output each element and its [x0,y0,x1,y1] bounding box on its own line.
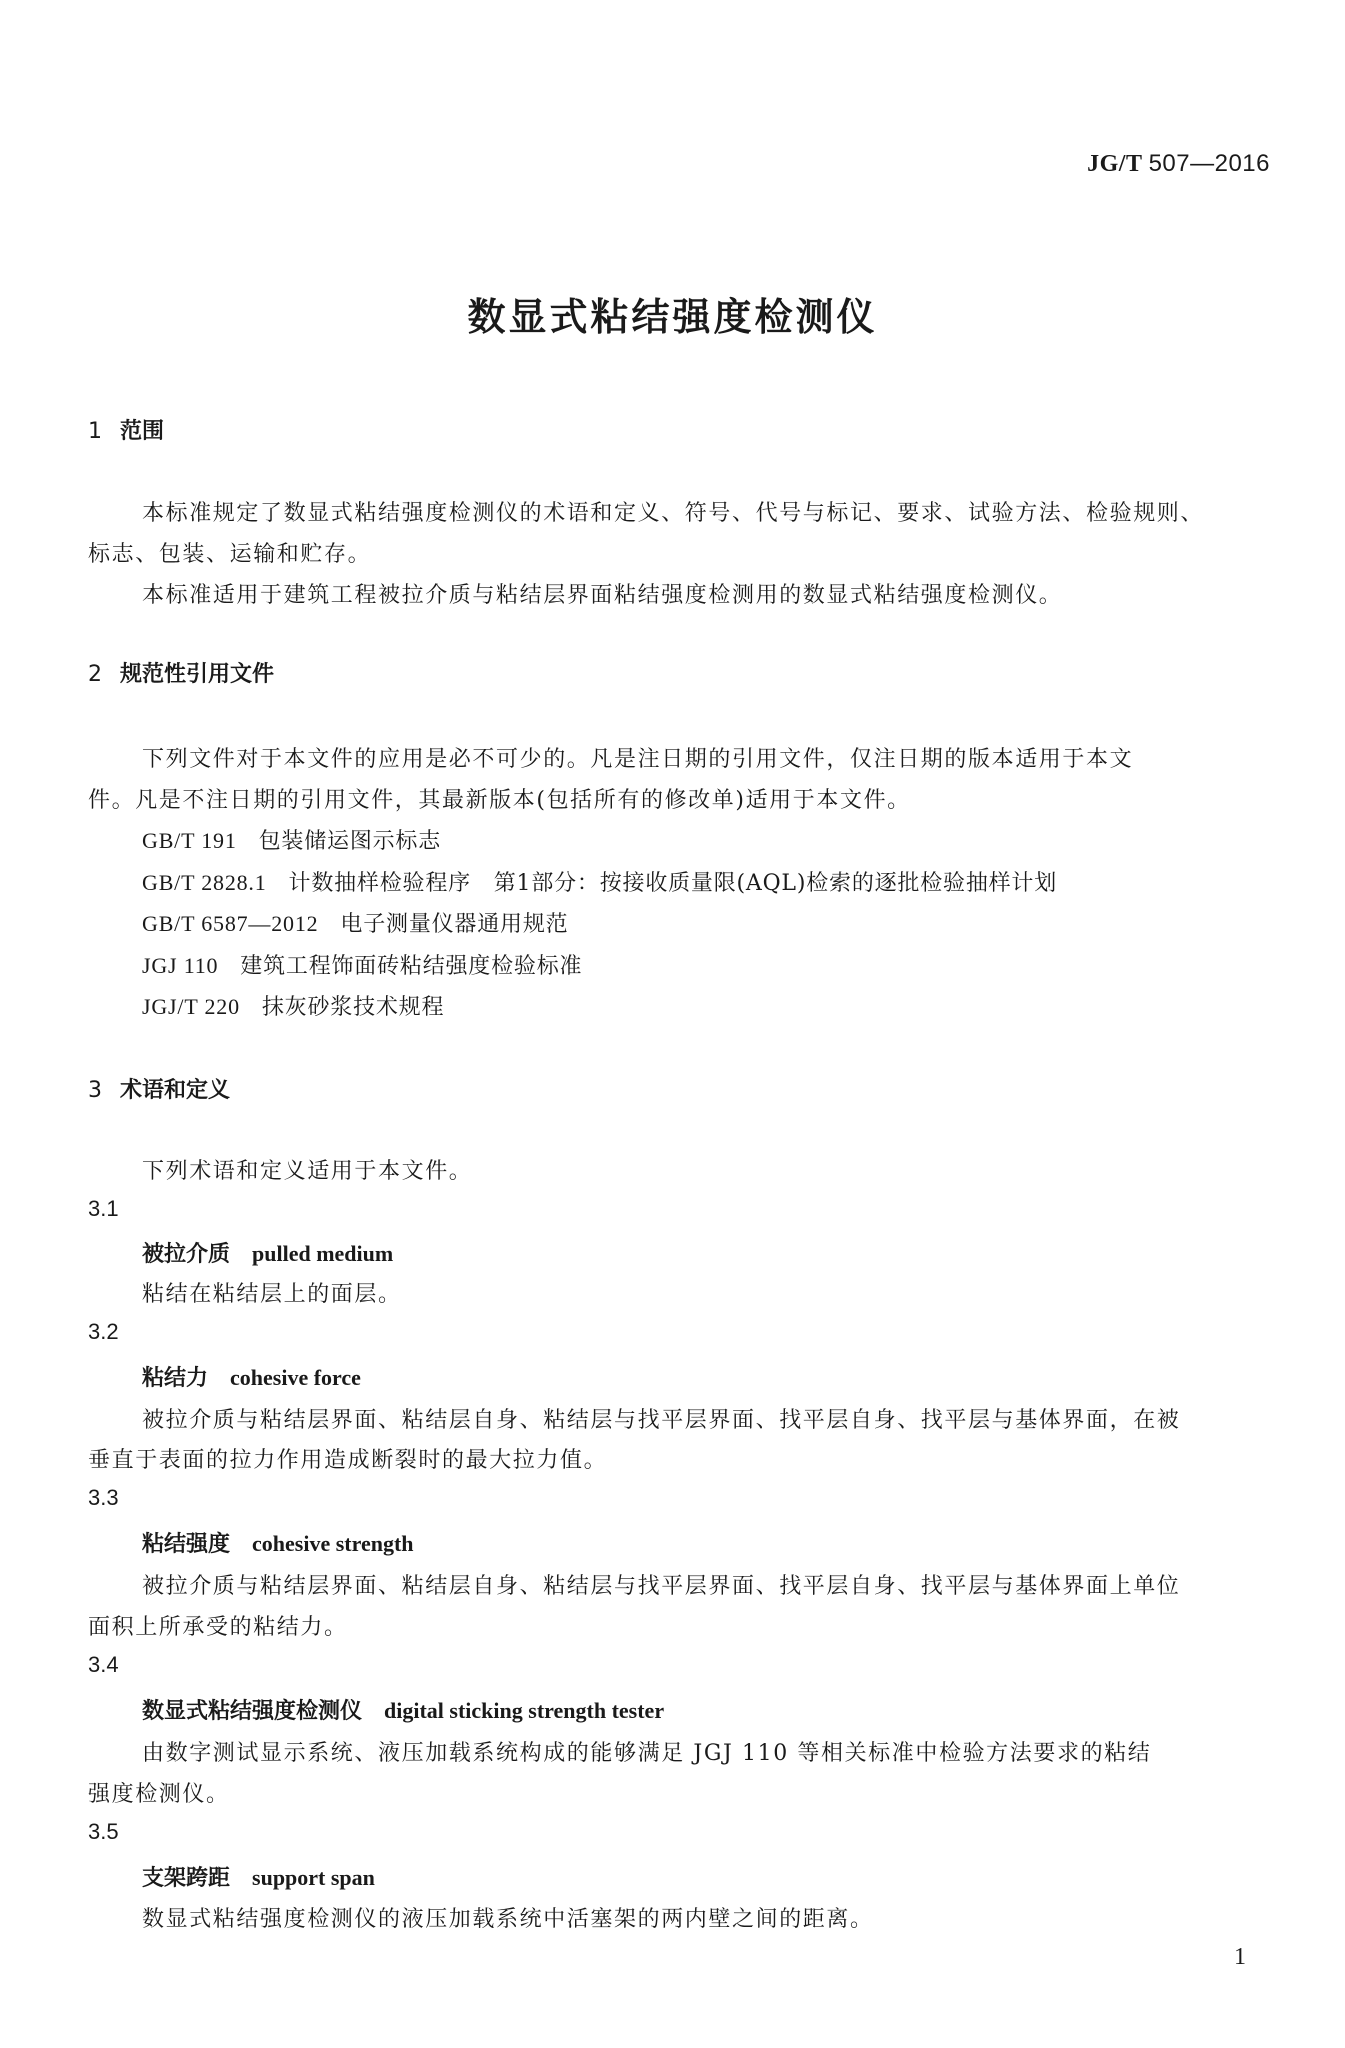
standard-code [1087,150,1270,178]
section-number: 2 [88,662,102,687]
term-definition: 面积上所承受的粘结力。 [88,1615,348,1640]
section-number: 3 [88,1078,102,1103]
clause-number: 3.4 [88,1652,119,1677]
term-definition: 被拉介质与粘结层界面、粘结层自身、粘结层与找平层界面、找平层自身、找平层与基体界面，在被 [142,1408,1181,1433]
term-definition: 强度检测仪。 [88,1782,230,1807]
reference-code: GB/T 2828.1 [142,870,267,895]
clause-number: 3.2 [88,1319,119,1344]
term-zh: 支架跨距 [142,1865,231,1891]
standard-prefix: JG/T [1087,151,1143,177]
term-heading [142,1237,393,1268]
section-title: 范围 [120,419,165,444]
standard-number: 507—2016 [1148,150,1270,177]
clause-number: 3.5 [88,1819,119,1844]
reference-code: GB/T 191 [142,828,237,853]
section-title: 术语和定义 [120,1078,231,1103]
term-zh: 粘结强度 [142,1531,231,1557]
term-heading [142,1527,414,1558]
term-zh: 粘结力 [142,1365,209,1391]
paragraph-line: 本标准适用于建筑工程被拉介质与粘结层界面粘结强度检测用的数显式粘结强度检测仪。 [142,583,1063,608]
term-definition: 粘结在粘结层上的面层。 [142,1282,402,1307]
reference-item [142,824,441,855]
term-definition: 垂直于表面的拉力作用造成断裂时的最大拉力值。 [88,1448,608,1473]
term-en: cohesive force [230,1365,361,1390]
term-definition: 被拉介质与粘结层界面、粘结层自身、粘结层与找平层界面、找平层自身、找平层与基体界面上单位 [142,1574,1181,1599]
reference-title: 抹灰砂浆技术规程 [261,995,445,1020]
reference-item [142,949,582,980]
document-title: 数显式粘结强度检测仪 [467,295,878,339]
paragraph-line: 下列文件对于本文件的应用是必不可少的。凡是注日期的引用文件，仅注日期的版本适用于本文 [142,747,1134,772]
term-en: cohesive strength [252,1531,414,1556]
term-zh: 数显式粘结强度检测仪 [142,1698,363,1724]
page-number: 1 [1234,1944,1246,1970]
section-3-heading [88,1073,230,1104]
section-number: 1 [88,419,102,444]
reference-code: JGJ 110 [142,953,219,978]
section-2-heading [88,657,274,688]
reference-title: 电子测量仪器通用规范 [340,912,569,937]
reference-item [142,907,568,938]
reference-code: GB/T 6587—2012 [142,911,319,936]
reference-title: 建筑工程饰面砖粘结强度检验标准 [240,954,583,979]
reference-title: 包装储运图示标志 [258,829,442,854]
term-en: pulled medium [252,1241,394,1266]
term-definition: 数显式粘结强度检测仪的液压加载系统中活塞架的两内壁之间的距离。 [142,1907,874,1932]
reference-code: JGJ/T 220 [142,994,240,1019]
term-heading [142,1361,361,1392]
section-title: 规范性引用文件 [120,662,275,687]
term-definition: 由数字测试显示系统、液压加载系统构成的能够满足 JGJ 110 等相关标准中检验方法要求的粘结 [142,1741,1152,1766]
paragraph-line: 本标准规定了数显式粘结强度检测仪的术语和定义、符号、代号与标记、要求、试验方法、检验规则、 [142,501,1205,526]
term-heading [142,1694,664,1725]
term-en: digital sticking strength tester [384,1698,665,1723]
term-en: support span [252,1865,375,1890]
paragraph-line: 件。凡是不注日期的引用文件，其最新版本(包括所有的修改单)适用于本文件。 [88,788,911,813]
term-zh: 被拉介质 [142,1241,231,1267]
section-intro: 下列术语和定义适用于本文件。 [142,1159,473,1184]
clause-number: 3.3 [88,1485,119,1510]
reference-title: 计数抽样检验程序 第1部分：按接收质量限(AQL)检索的逐批检验抽样计划 [288,871,1058,896]
reference-item [142,990,444,1021]
clause-number: 3.1 [88,1196,119,1221]
section-1-heading [88,414,164,445]
reference-item [142,866,1057,897]
term-heading [142,1861,375,1892]
paragraph-line: 标志、包装、运输和贮存。 [88,542,372,567]
